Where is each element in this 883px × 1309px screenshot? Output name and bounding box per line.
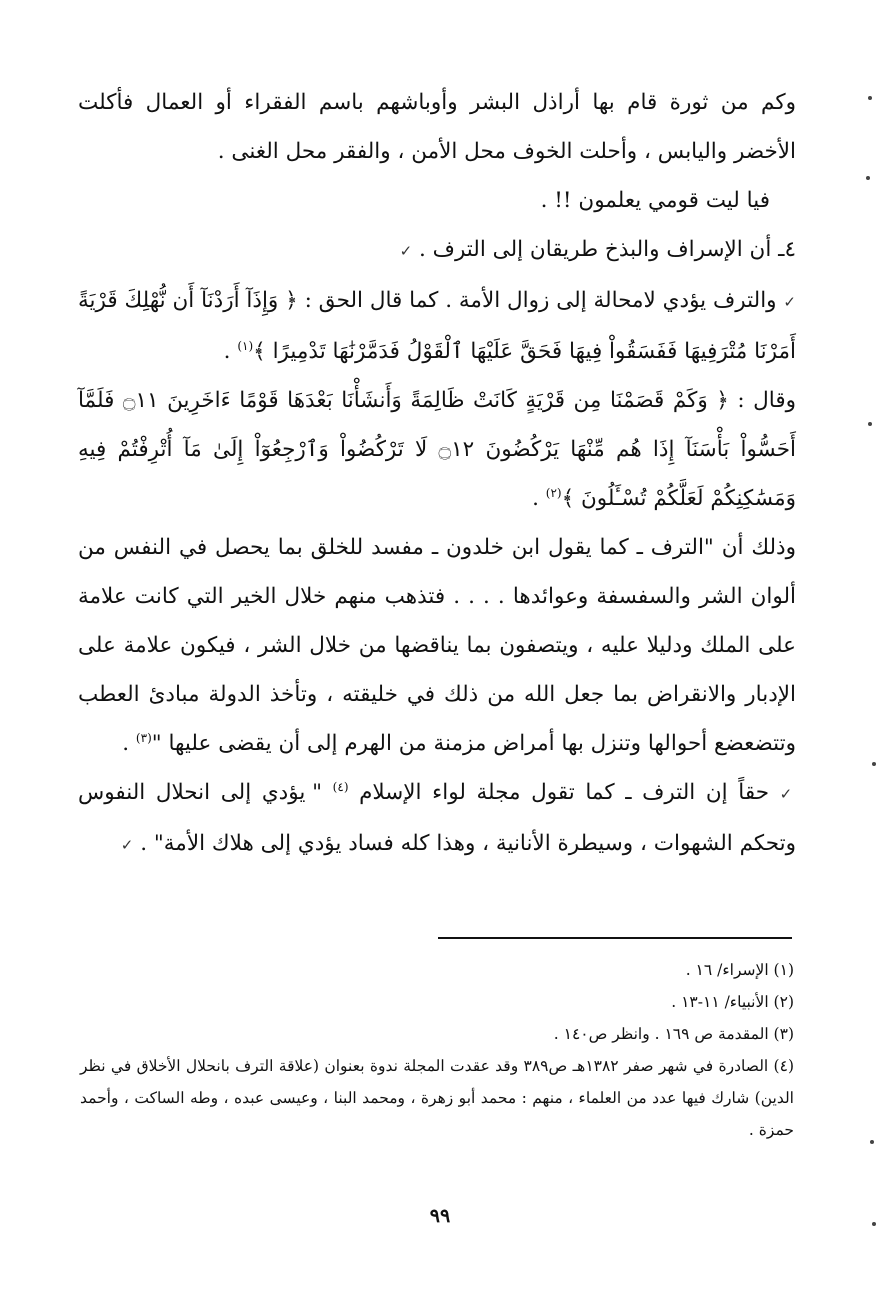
- check-mark-icon: ✓: [399, 242, 413, 260]
- scan-speck: [872, 762, 876, 766]
- paragraph-text: ٤ـ أن الإسراف والبذخ طريقان إلى الترف .: [418, 237, 796, 262]
- footnote-ref: (٣): [135, 730, 152, 745]
- footnote-ref: (٤): [332, 779, 349, 794]
- paragraph-text: فيا ليت قومي يعلمون !! .: [540, 188, 770, 213]
- paragraph-point-4: [78, 225, 796, 276]
- paragraph-wish: [78, 176, 796, 225]
- footnote-3: (٣) المقدمة ص ١٦٩ . وانظر ص١٤٠ .: [553, 1025, 794, 1043]
- paragraph-text: حقاً إن الترف ـ كما تقول مجلة لواء الإسلام: [359, 780, 769, 805]
- scan-speck: [868, 96, 872, 100]
- paragraph-text: " يؤدي إلى انحلال النفوس وتحكم الشهوات ، وسيطرة الأنانية ، وهذا كله فساد يؤدي إلى هلاك الأمة" .: [78, 780, 796, 856]
- quran-verse-isra: ﴿ وَإِذَآ أَرَدْنَآ أَن نُّهْلِكَ قَرْيَةً أَمَرْنَا مُتْرَفِيهَا فَفَسَقُواْ فِيهَا فَحَقَّ عَلَيْهَا ٱلْقَوْلُ فَدَمَّرْنَٰهَا تَدْمِيرًا ﴾: [78, 288, 796, 364]
- footnote-2: (٢) الأنبياء/ ١١-١٣ .: [671, 993, 794, 1011]
- paragraph-revolutions: [78, 78, 796, 176]
- footnote-1: (١) الإسراء/ ١٦ .: [685, 961, 794, 979]
- paragraph-text: والترف يؤدي لامحالة إلى زوال الأمة . كما قال الحق :: [304, 288, 777, 313]
- paragraph-text: وقال :: [737, 388, 796, 413]
- paragraph-luxury-verse: ✓ والترف يؤدي لامحالة إلى زوال الأمة . كما قال الحق : ﴿ وَإِذَآ أَرَدْنَآ أَن نُّهْلِكَ قَرْيَةً أَمَرْنَا مُتْرَفِيهَا فَفَسَقُواْ فِيهَا فَحَقَّ عَلَيْهَا ٱلْقَوْلُ فَدَمَّرْنَٰهَا تَدْمِيرًا ﴾$^{(١)}$ .: [78, 288, 796, 364]
- footnote-ref: (١): [237, 338, 254, 353]
- check-mark-icon: ✓: [783, 293, 796, 311]
- main-text: [78, 78, 796, 870]
- page-number: ٩٩: [429, 1205, 451, 1227]
- paragraph-text: وذلك أن "الترف ـ كما يقول ابن خلدون ـ مفسد للخلق بما يحصل في النفس من ألوان الشر والسفسفة وعوائدها . . . . فتذهب منهم خلال الخير التي كانت علامة على الملك ودليلا عليه ، ويتصفون بما يناقضها من خلال الشر ، فيكون علامة على الإدبار والانقراض بما جعل الله من ذلك في خليقته ، وتأخذ الدولة مبادئ العطب وتتضعضع أحوالها وتنزل بها أمراض مزمنة من الهرم إلى أن يقضى عليها ": [78, 535, 796, 756]
- check-mark-icon: ✓: [120, 836, 134, 854]
- paragraph-text: وكم من ثورة قام بها أراذل البشر وأوباشهم باسم الفقراء أو العمال فأكلت الأخضر واليابس ، وأحلت الخوف محل الأمن ، والفقر محل الغنى .: [78, 90, 796, 164]
- footnote-ref: (٢): [545, 485, 562, 500]
- paragraph-ibn-khaldun: وذلك أن "الترف ـ كما يقول ابن خلدون ـ مفسد للخلق بما يحصل في النفس من ألوان الشر والسفسفة وعوائدها . . . . فتذهب منهم خلال الخير التي كانت علامة على الملك ودليلا عليه ، ويتصفون بما يناقضها من خلال الشر ، فيكون علامة على الإدبار والانقراض بما جعل الله من ذلك في خليقته ، وتأخذ الدولة مبادئ العطب وتتضعضع أحوالها وتنزل بها أمراض مزمنة من الهرم إلى أن يقضى عليها "$^{(٣)}$ .: [78, 535, 796, 756]
- scan-speck: [866, 176, 870, 180]
- footnotes: [80, 954, 794, 1146]
- check-mark-icon: ✓: [779, 785, 796, 803]
- footnote-separator: [438, 937, 792, 939]
- scan-speck: [868, 422, 872, 426]
- scan-speck: [870, 1140, 874, 1144]
- quran-verse-anbiya: ﴿ وَكَمْ قَصَمْنَا مِن قَرْيَةٍ كَانَتْ ظَالِمَةً وَأَنشَأْنَا بَعْدَهَا قَوْمًا ءَاخَرِينَ ۝١١ فَلَمَّآ أَحَسُّواْ بَأْسَنَآ إِذَا هُم مِّنْهَا يَرْكُضُونَ ۝١٢ لَا تَرْكُضُواْ وَٱرْجِعُوٓاْ إِلَىٰ مَآ أُتْرِفْتُمْ فِيهِ وَمَسَٰكِنِكُمْ لَعَلَّكُمْ تُسْـَٔلُونَ ﴾: [78, 388, 796, 511]
- footnote-4: (٤) الصادرة في شهر صفر ١٣٨٢هـ ص٣٨٩ وقد عقدت المجلة ندوة بعنوان (علاقة الترف بانحلال الأخلاق في نظر الدين) شارك فيها عدد من العلماء ، منهم : محمد أبو زهرة ، ومحمد البنا ، وعيسى عبده ، وطه الساكت ، وأحمد حمزة .: [80, 1057, 794, 1139]
- paragraph-liwa-islam: [78, 768, 796, 870]
- scan-speck: [872, 1222, 876, 1226]
- paragraph-anbiya-verse: وقال : ﴿ وَكَمْ قَصَمْنَا مِن قَرْيَةٍ كَانَتْ ظَالِمَةً وَأَنشَأْنَا بَعْدَهَا قَوْمًا ءَاخَرِينَ ۝١١ فَلَمَّآ أَحَسُّواْ بَأْسَنَآ إِذَا هُم مِّنْهَا يَرْكُضُونَ ۝١٢ لَا تَرْكُضُواْ وَٱرْجِعُوٓاْ إِلَىٰ مَآ أُتْرِفْتُمْ فِيهِ وَمَسَٰكِنِكُمْ لَعَلَّكُمْ تُسْـَٔلُونَ ﴾$^{(٢)}$ .: [78, 388, 796, 511]
